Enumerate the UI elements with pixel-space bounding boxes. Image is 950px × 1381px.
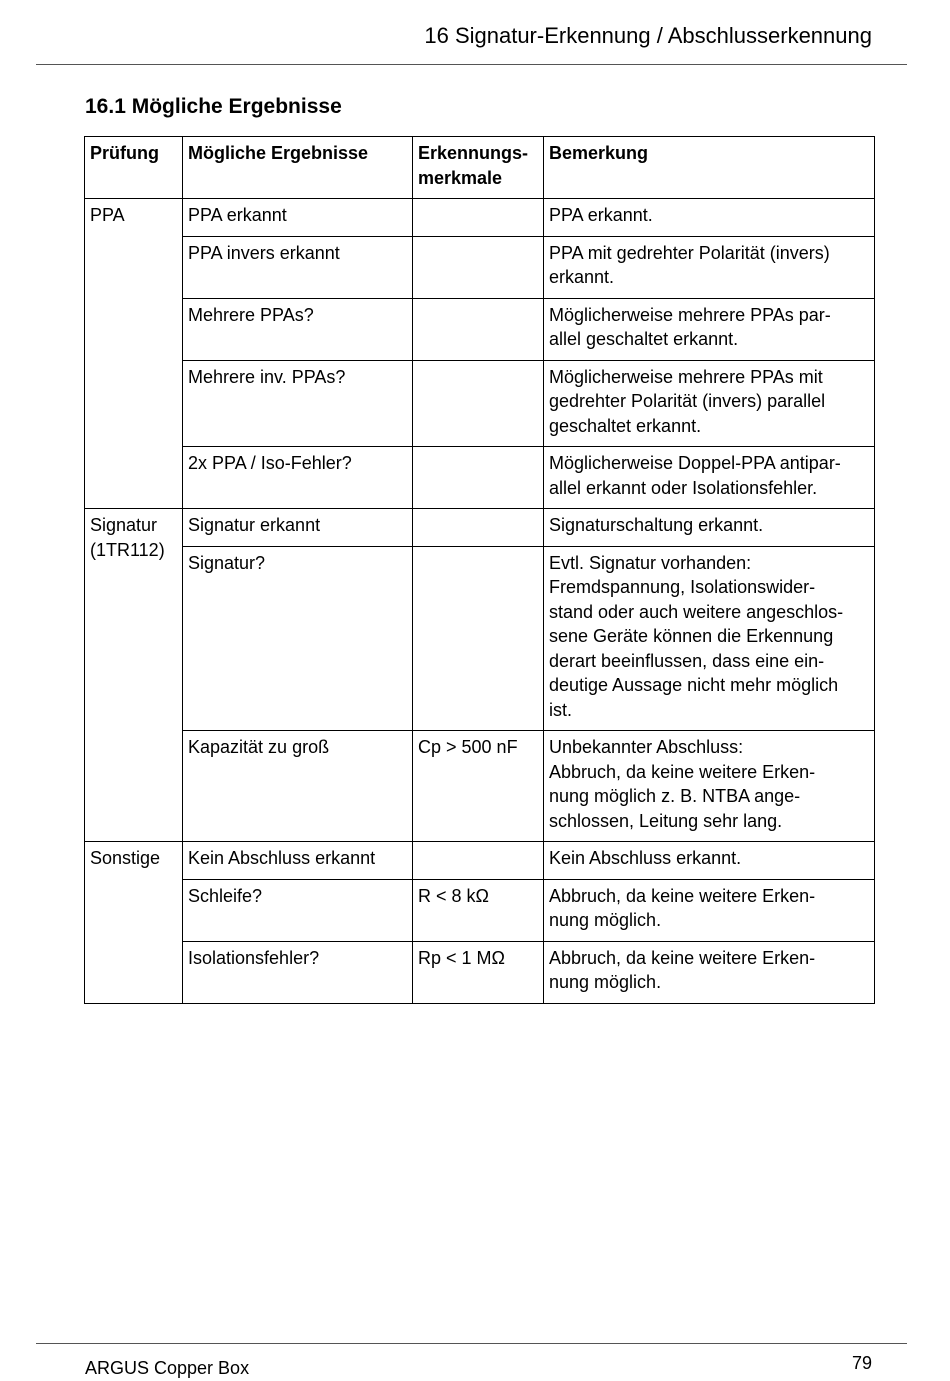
chapter-title: 16 Signatur-Erkennung / Abschlusserkennung — [424, 23, 872, 48]
result-cell: PPA erkannt — [183, 199, 413, 237]
result-cell: Kein Abschluss erkannt — [183, 842, 413, 880]
remark-cell: Abbruch, da keine weitere Erken- nung möglich. — [544, 941, 875, 1003]
test-cell-sonstige: Sonstige — [85, 842, 183, 1004]
result-cell: PPA invers erkannt — [183, 236, 413, 298]
column-header-results: Mögliche Ergebnisse — [183, 137, 413, 199]
feature-cell — [413, 199, 544, 237]
feature-cell — [413, 360, 544, 447]
feature-cell — [413, 447, 544, 509]
remark-cell: Kein Abschluss erkannt. — [544, 842, 875, 880]
feature-cell — [413, 236, 544, 298]
result-cell: 2x PPA / Iso-Fehler? — [183, 447, 413, 509]
result-cell: Mehrere PPAs? — [183, 298, 413, 360]
result-cell: Signatur erkannt — [183, 509, 413, 547]
feature-cell — [413, 298, 544, 360]
table-row — [85, 842, 875, 880]
test-cell-signatur: Signatur (1TR112) — [85, 509, 183, 842]
feature-cell — [413, 546, 544, 731]
remark-cell: Möglicherweise Doppel-PPA antipar- allel erkannt oder Isolationsfehler. — [544, 447, 875, 509]
table-row — [85, 236, 875, 298]
test-cell-ppa: PPA — [85, 199, 183, 509]
remark-cell: PPA mit gedrehter Polarität (invers) erkannt. — [544, 236, 875, 298]
table-row — [85, 199, 875, 237]
table-row — [85, 546, 875, 731]
table-row — [85, 447, 875, 509]
product-name: ARGUS Copper Box — [85, 1358, 250, 1378]
table-row — [85, 298, 875, 360]
feature-cell: Rp < 1 MΩ — [413, 941, 544, 1003]
header-divider — [36, 64, 907, 65]
table-row — [85, 360, 875, 447]
feature-cell — [413, 509, 544, 547]
remark-cell: Möglicherweise mehrere PPAs mit gedrehter Polarität (invers) parallel geschaltet erkannt. — [544, 360, 875, 447]
remark-cell: Abbruch, da keine weitere Erken- nung möglich. — [544, 879, 875, 941]
result-cell: Schleife? — [183, 879, 413, 941]
remark-cell: Signaturschaltung erkannt. — [544, 509, 875, 547]
table-row — [85, 731, 875, 842]
remark-cell: PPA erkannt. — [544, 199, 875, 237]
remark-cell: Möglicherweise mehrere PPAs par- allel geschaltet erkannt. — [544, 298, 875, 360]
remark-cell: Unbekannter Abschluss: Abbruch, da keine weitere Erken- nung möglich z. B. NTBA ange- schlossen, Leitung sehr lang. — [544, 731, 875, 842]
column-header-test: Prüfung — [85, 137, 183, 199]
results-table — [84, 136, 875, 1004]
result-cell: Kapazität zu groß — [183, 731, 413, 842]
feature-cell — [413, 842, 544, 880]
footer-divider — [36, 1343, 907, 1344]
feature-cell: R < 8 kΩ — [413, 879, 544, 941]
result-cell: Signatur? — [183, 546, 413, 731]
remark-cell: Evtl. Signatur vorhanden: Fremdspannung, Isolationswider- stand oder auch weitere angeschlos- sene Geräte können die Erkennung derart beeinflussen, dass eine ein- deutige Aussage nicht mehr möglich ist. — [544, 546, 875, 731]
result-cell: Isolationsfehler? — [183, 941, 413, 1003]
feature-cell: Cp > 500 nF — [413, 731, 544, 842]
result-cell: Mehrere inv. PPAs? — [183, 360, 413, 447]
table-row — [85, 879, 875, 941]
table-row — [85, 509, 875, 547]
column-header-remark: Bemerkung — [544, 137, 875, 199]
page-number: 79 — [851, 1353, 872, 1373]
column-header-features: Erkennungs- merkmale — [413, 137, 544, 199]
table-header-row — [85, 137, 875, 199]
section-heading: 16.1 Mögliche Ergebnisse — [85, 95, 342, 118]
table-row — [85, 941, 875, 1003]
